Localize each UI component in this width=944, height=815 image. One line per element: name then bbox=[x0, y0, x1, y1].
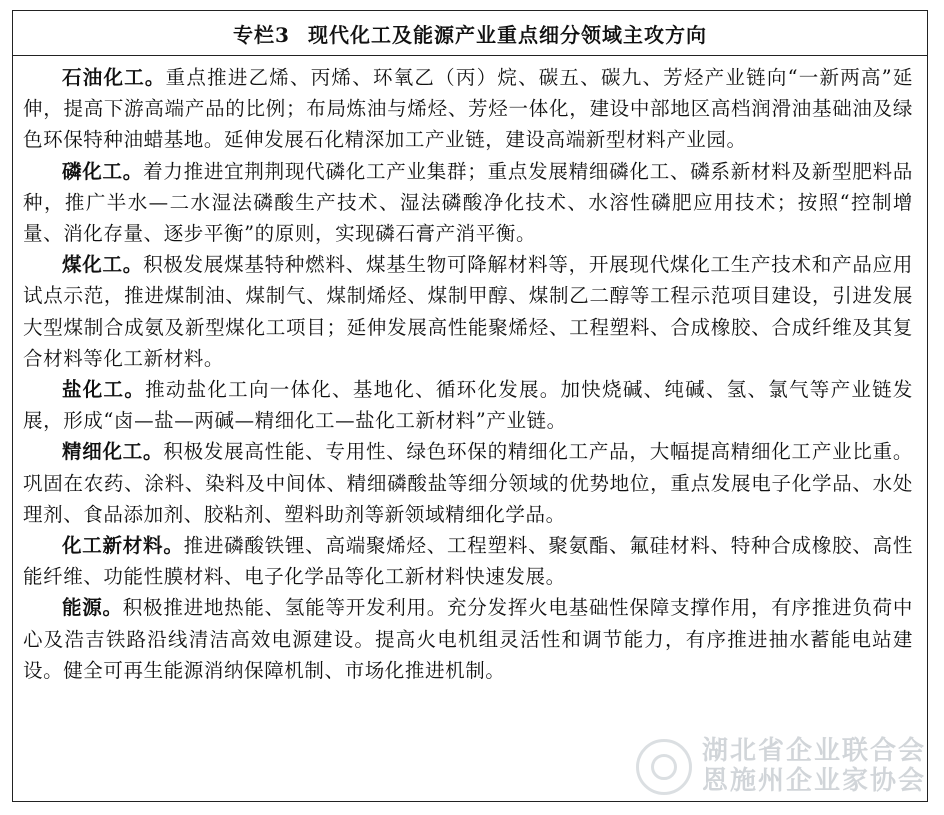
section-text: 积极推进地热能、氢能等开发利用。充分发挥火电基础性保障支撑作用，有序推进负荷中心及浩吉铁路沿线清洁高效电源建设。提高火电机组灵活性和调节能力，有序推进抽水蓄能电站建设。健全可再生能源消纳保障机制、市场化推进机制。 bbox=[23, 596, 913, 682]
section-petrochemical bbox=[23, 62, 913, 156]
watermark bbox=[636, 737, 926, 797]
watermark-text bbox=[702, 737, 926, 797]
section-heading: 磷化工。 bbox=[62, 159, 144, 183]
section-fine-chemical bbox=[23, 436, 913, 530]
section-text: 积极发展煤基特种燃料、煤基生物可降解材料等，开展现代煤化工生产技术和产品应用试点示范，推进煤制油、煤制气、煤制烯烃、煤制甲醇、煤制乙二醇等工程示范项目建设，引进发展大型煤制合成氨及新型煤化工项目；延伸发展高性能聚烯烃、工程塑料、合成橡胶、合成纤维及其复合材料等化工新材料。 bbox=[23, 253, 913, 370]
column-number: 专栏3 bbox=[233, 22, 290, 47]
column-title: 现代化工及能源产业重点细分领域主攻方向 bbox=[307, 22, 707, 47]
section-energy bbox=[23, 592, 913, 686]
section-text: 着力推进宜荆荆现代磷化工产业集群；重点发展精细磷化工、磷系新材料及新型肥料品种，推广半水—二水湿法磷酸生产技术、湿法磷酸净化技术、水溶性磷肥应用技术；按照“控制增量、消化存量、逐步平衡”的原则，实现磷石膏产消平衡。 bbox=[23, 159, 913, 246]
section-heading: 煤化工。 bbox=[62, 253, 144, 277]
section-heading: 石油化工。 bbox=[62, 66, 166, 89]
section-coal-chemical bbox=[23, 249, 913, 374]
watermark-line2: 恩施州企业家协会 bbox=[701, 766, 926, 797]
section-salt-chemical bbox=[23, 374, 913, 436]
section-heading: 盐化工。 bbox=[62, 378, 146, 402]
column-header bbox=[13, 11, 927, 56]
column-content bbox=[13, 56, 927, 686]
section-heading: 能源。 bbox=[62, 596, 123, 620]
section-text: 重点推进乙烯、丙烯、环氧乙（丙）烷、碳五、碳九、芳烃产业链向“一新两高”延伸，提高下游高端产品的比例；布局炼油与烯烃、芳烃一体化，建设中部地区高档润滑油基础油及绿色环保特种油蜡基地。延伸发展石化精深加工产业链，建设高端新型材料产业园。 bbox=[23, 66, 913, 152]
section-new-chemical-materials bbox=[23, 530, 913, 592]
section-text: 推动盐化工向一体化、基地化、循环化发展。加快烧碱、纯碱、氢、氯气等产业链发展，形成“卤—盐—两碱—精细化工—盐化工新材料”产业链。 bbox=[23, 378, 913, 433]
section-text: 推进磷酸铁锂、高端聚烯烃、工程塑料、聚氨酯、氟硅材料、特种合成橡胶、高性能纤维、功能性膜材料、电子化学品等化工新材料快速发展。 bbox=[23, 534, 913, 589]
section-text: 积极发展高性能、专用性、绿色环保的精细化工产品，大幅提高精细化工产业比重。巩固在农药、涂料、染料及中间体、精细磷酸盐等细分领域的优势地位，重点发展电子化学品、水处理剂、食品添加剂、胶粘剂、塑料助剂等新领域精细化学品。 bbox=[23, 440, 913, 526]
column-box bbox=[12, 10, 928, 802]
section-heading: 化工新材料。 bbox=[62, 534, 184, 558]
watermark-logo-icon bbox=[636, 739, 692, 795]
watermark-line1: 湖北省企业联合会 bbox=[701, 736, 926, 767]
section-phosphorus-chemical bbox=[23, 156, 913, 250]
section-heading: 精细化工。 bbox=[62, 440, 164, 464]
